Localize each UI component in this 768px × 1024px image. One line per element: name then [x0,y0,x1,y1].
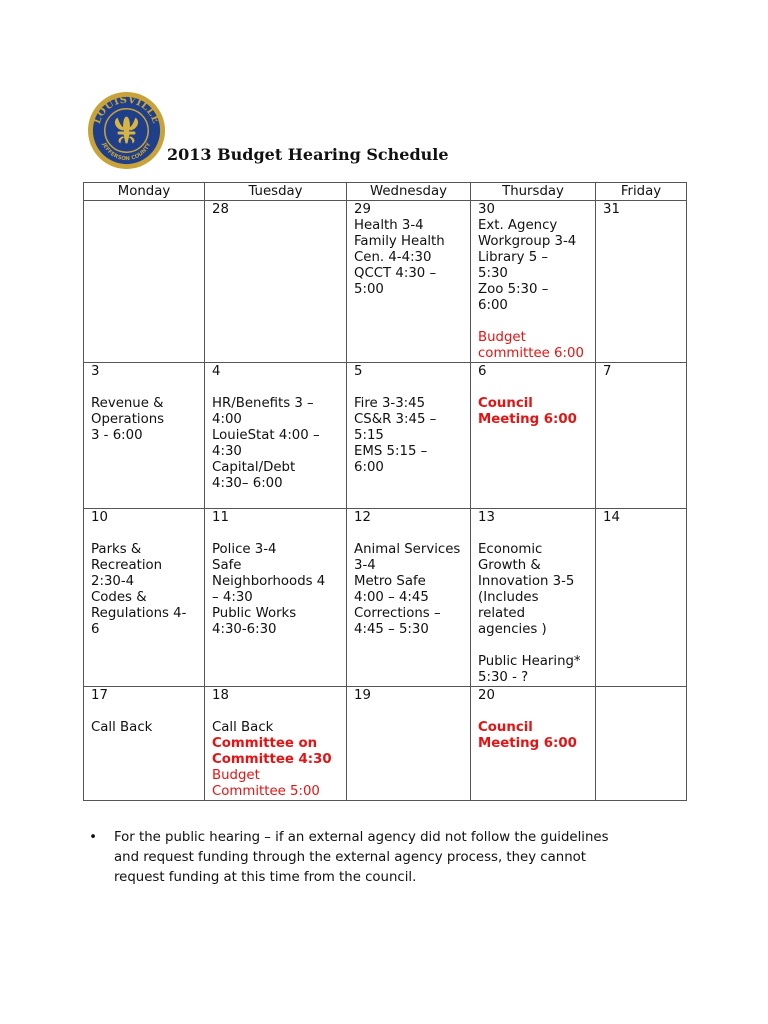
day-number: 17 [91,688,108,703]
cell-text: 4:30– 6:00 [212,476,283,491]
day-cell-monday [84,687,205,801]
cell-text: Meeting 6:00 [478,736,577,751]
day-number: 14 [603,510,620,525]
header-monday: Monday [84,183,205,201]
cell-text: Corrections – [354,606,441,621]
cell-text [478,380,588,396]
day-number: 31 [603,202,620,217]
cell-text: 6 [91,622,100,637]
cell-text: Committee 4:30 [212,752,332,767]
day-number: 20 [478,688,495,703]
cell-text: 3-4 [354,558,376,573]
day-cell-monday [84,509,205,687]
day-number: 29 [354,202,371,217]
cell-text: 6:00 [354,460,384,475]
day-cell-friday [596,509,687,687]
cell-text: agencies ) [478,622,547,637]
day-number: 28 [212,202,229,217]
day-number: 11 [212,510,229,525]
day-cell-tuesday [205,509,347,687]
cell-text: LouieStat 4:00 – [212,428,320,443]
cell-text: (Includes [478,590,539,605]
day-cell-wednesday [347,201,471,363]
cell-text: committee 6:00 [478,346,584,361]
day-cell-monday [84,201,205,363]
cell-text [91,704,197,720]
cell-text: 4:00 [212,412,242,427]
cell-text: 5:15 [354,428,384,443]
cell-text: Capital/Debt [212,460,296,475]
cell-text: Revenue & [91,396,164,411]
day-cell-wednesday [347,363,471,509]
cell-text [212,380,339,396]
day-number: 6 [478,364,487,379]
cell-text: 6:00 [478,298,508,313]
day-cell-thursday [471,363,596,509]
cell-text [478,314,588,330]
day-number: 19 [354,688,371,703]
cell-text: 4:00 – 4:45 [354,590,429,605]
cell-text [91,380,197,396]
cell-text: Recreation [91,558,163,573]
header-wednesday: Wednesday [347,183,471,201]
note-line: and request funding through the external agency process, they cannot [114,850,586,865]
week-row [84,363,687,509]
cell-text [478,704,588,720]
cell-text [212,704,339,720]
note-line: request funding at this time from the council. [114,870,417,885]
day-number: 18 [212,688,229,703]
cell-text: Call Back [91,720,153,735]
day-cell-thursday [471,201,596,363]
cell-text: 4:30 [212,444,242,459]
cell-text: Regulations 4- [91,606,187,621]
day-cell-friday [596,687,687,801]
cell-text: Meeting 6:00 [478,412,577,427]
cell-text: Committee on [212,736,318,751]
cell-text: Zoo 5:30 – [478,282,549,297]
day-cell-tuesday [205,363,347,509]
week-row [84,201,687,363]
schedule-table [83,182,687,801]
note-line: For the public hearing – if an external agency did not follow the guidelines [114,830,609,845]
bullet-icon: • [89,830,97,845]
cell-text: 3 - 6:00 [91,428,143,443]
cell-text: 5:00 [354,282,384,297]
cell-text: HR/Benefits 3 – [212,396,314,411]
louisville-seal-logo [87,91,166,170]
day-number: 10 [91,510,108,525]
day-cell-wednesday [347,687,471,801]
page-title: 2013 Budget Hearing Schedule [167,145,449,164]
cell-text: Call Back [212,720,274,735]
cell-text [354,526,463,542]
cell-text: 4:30-6:30 [212,622,277,637]
day-number: 3 [91,364,100,379]
day-number: 7 [603,364,612,379]
cell-text: Codes & [91,590,147,605]
cell-text [91,526,197,542]
day-cell-friday [596,363,687,509]
public-hearing-note [89,828,674,888]
cell-text [478,526,588,542]
day-cell-tuesday [205,201,347,363]
day-number: 4 [212,364,221,379]
cell-text: Economic [478,542,543,557]
cell-text: Growth & [478,558,541,573]
cell-text: 5:30 - ? [478,670,529,685]
cell-text: Health 3-4 [354,218,424,233]
cell-text: Operations [91,412,165,427]
cell-text: Budget [212,768,260,783]
header-tuesday: Tuesday [205,183,347,201]
day-cell-thursday [471,687,596,801]
cell-text: Public Works [212,606,297,621]
cell-text: Neighborhoods 4 [212,574,326,589]
day-number: 5 [354,364,363,379]
day-cell-thursday [471,509,596,687]
cell-text: Animal Services [354,542,461,557]
week-row [84,687,687,801]
cell-text: related [478,606,526,621]
cell-text: CS&R 3:45 – [354,412,437,427]
header-friday: Friday [596,183,687,201]
day-number: 13 [478,510,495,525]
cell-text: Safe [212,558,242,573]
svg-text:JEFFERSON COUNTY: JEFFERSON COUNTY [100,142,153,163]
cell-text: Innovation 3-5 [478,574,575,589]
cell-text: Library 5 – [478,250,549,265]
day-cell-tuesday [205,687,347,801]
cell-text: 2:30-4 [91,574,135,589]
cell-text: Metro Safe [354,574,426,589]
cell-text: EMS 5:15 – [354,444,428,459]
day-number: 30 [478,202,495,217]
cell-text: Police 3-4 [212,542,277,557]
day-number: 12 [354,510,371,525]
header-thursday: Thursday [471,183,596,201]
cell-text [478,638,588,654]
cell-text: Family Health [354,234,445,249]
cell-text: QCCT 4:30 – [354,266,437,281]
cell-text: Council [478,396,533,411]
cell-text: – 4:30 [212,590,253,605]
cell-text: Budget [478,330,526,345]
header-row [84,183,687,201]
cell-text: Ext. Agency [478,218,558,233]
cell-text: Fire 3-3:45 [354,396,426,411]
cell-text: Council [478,720,533,735]
week-row [84,509,687,687]
cell-text [354,380,463,396]
cell-text: Committee 5:00 [212,784,320,799]
cell-text: Public Hearing* [478,654,581,669]
cell-text: Parks & [91,542,142,557]
cell-text: Workgroup 3-4 [478,234,577,249]
cell-text: Cen. 4-4:30 [354,250,432,265]
day-cell-friday [596,201,687,363]
day-cell-monday [84,363,205,509]
day-cell-wednesday [347,509,471,687]
cell-text: 5:30 [478,266,508,281]
cell-text [212,526,339,542]
cell-text: 4:45 – 5:30 [354,622,429,637]
svg-text:LOUISVILLE: LOUISVILLE [91,94,162,126]
